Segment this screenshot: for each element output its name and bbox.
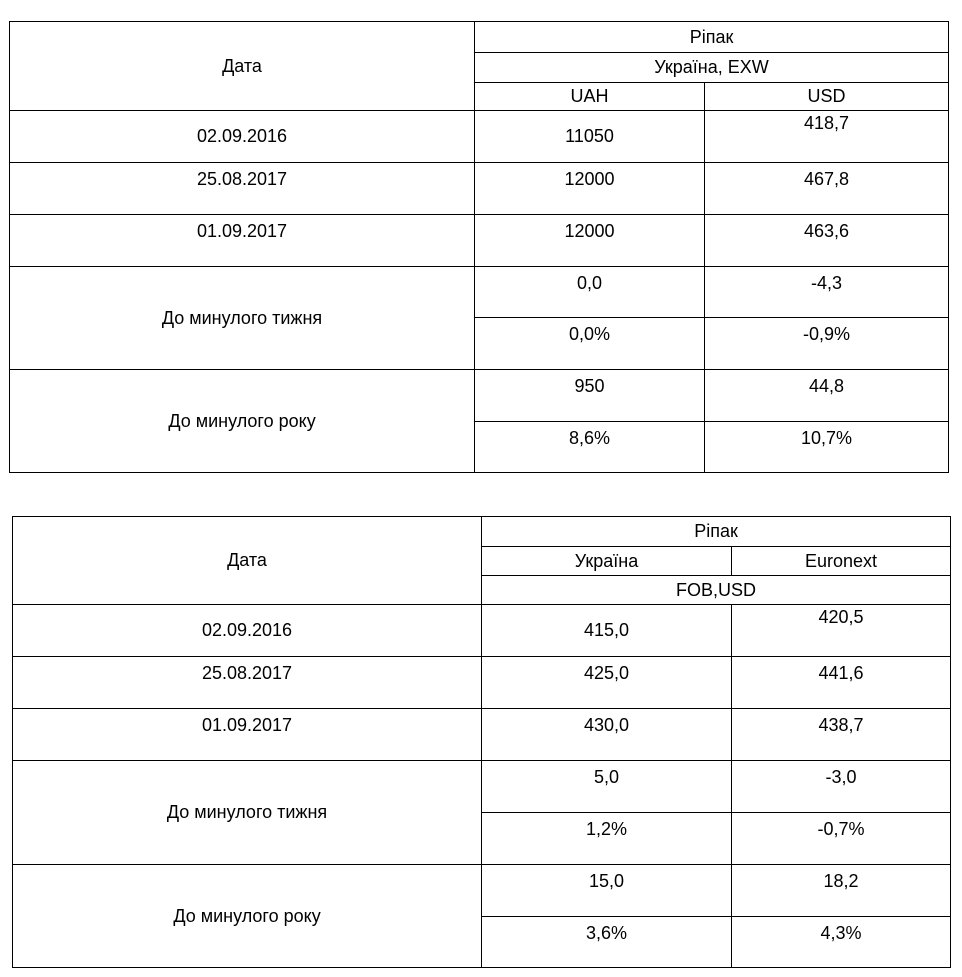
ukraine-value: 415,0 [482,605,732,657]
year-change-abs-row [10,370,949,422]
ukraine-value: 15,0 [482,865,732,917]
row-date: 01.09.2017 [13,709,482,761]
week-change-label: До минулого тижня [10,267,475,370]
uah-value: 12000 [475,215,705,267]
euronext-column-header: Euronext [732,547,951,576]
basis-header: FOB,USD [482,576,951,605]
market-header: Україна, EXW [475,53,949,83]
usd-value: 467,8 [705,163,949,215]
euronext-value: 438,7 [732,709,951,761]
ukraine-value: 5,0 [482,761,732,813]
week-change-abs-row [13,761,951,813]
usd-value: 10,7% [705,422,949,473]
euronext-value: -0,7% [732,813,951,865]
usd-value: -4,3 [705,267,949,318]
row-date: 02.09.2016 [13,605,482,657]
year-change-abs-row [13,865,951,917]
uah-value: 0,0 [475,267,705,318]
commodity-header: Ріпак [482,517,951,547]
usd-value: 44,8 [705,370,949,422]
year-change-label: До минулого року [13,865,482,968]
uah-value: 950 [475,370,705,422]
uah-value: 0,0% [475,318,705,370]
euronext-value: 4,3% [732,917,951,968]
ukraine-value: 3,6% [482,917,732,968]
table-row [10,111,949,163]
rapeseed-fob-price-table [12,516,951,968]
euronext-value: 441,6 [732,657,951,709]
table-row [13,605,951,657]
table-row [13,709,951,761]
row-date: 02.09.2016 [10,111,475,163]
ukraine-value: 1,2% [482,813,732,865]
uah-value: 11050 [475,111,705,163]
row-date: 25.08.2017 [13,657,482,709]
week-change-abs-row [10,267,949,318]
row-date: 01.09.2017 [10,215,475,267]
ukraine-value: 430,0 [482,709,732,761]
euronext-value: 420,5 [732,605,951,657]
week-change-label: До минулого тижня [13,761,482,865]
table-row [10,215,949,267]
ukraine-value: 425,0 [482,657,732,709]
ukraine-column-header: Україна [482,547,732,576]
date-header: Дата [10,22,475,111]
row-date: 25.08.2017 [10,163,475,215]
table-row [13,657,951,709]
year-change-label: До минулого року [10,370,475,473]
usd-value: 463,6 [705,215,949,267]
uah-column-header: UAH [475,83,705,111]
euronext-value: -3,0 [732,761,951,813]
uah-value: 12000 [475,163,705,215]
rapeseed-exw-price-table [9,21,949,473]
usd-value: -0,9% [705,318,949,370]
date-header: Дата [13,517,482,605]
uah-value: 8,6% [475,422,705,473]
commodity-header: Ріпак [475,22,949,53]
usd-value: 418,7 [705,111,949,163]
table-row [10,163,949,215]
usd-column-header: USD [705,83,949,111]
euronext-value: 18,2 [732,865,951,917]
